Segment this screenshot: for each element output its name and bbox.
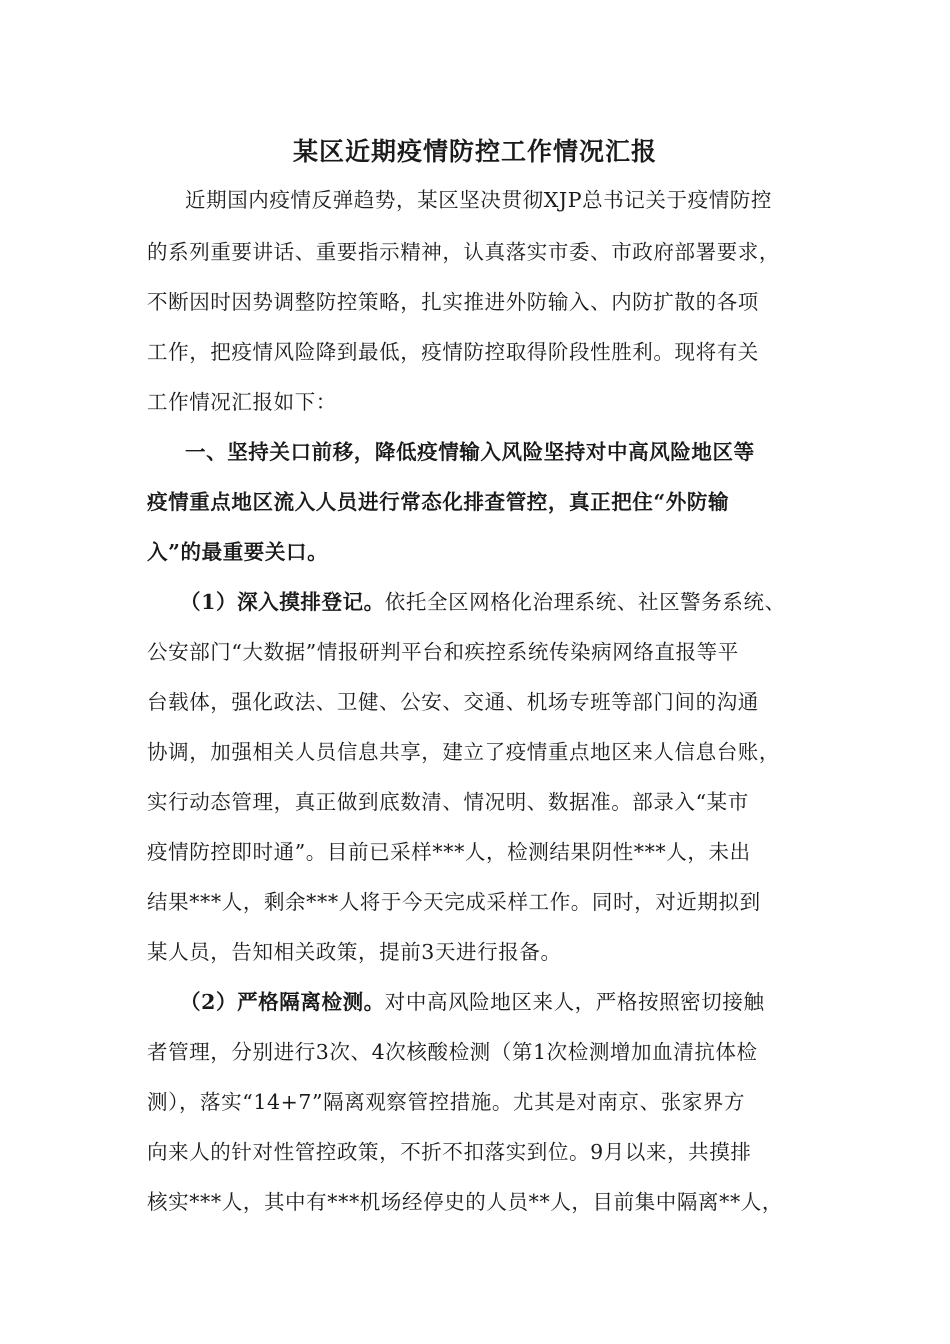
paragraph-line: 的系列重要讲话、重要指示精神，认真落实市委、市政府部署要求， <box>147 240 780 264</box>
subsection-1-first-line <box>180 587 786 617</box>
paragraph-line: 工作情况汇报如下： <box>147 390 337 414</box>
section-heading-line: 入”的最重要关口。 <box>147 540 329 564</box>
paragraph-line: 实行动态管理，真正做到底数清、情况明、数据准。部录入“某市 <box>147 790 749 814</box>
paragraph-line: 某人员，告知相关政策，提前3天进行报备。 <box>147 940 562 964</box>
paragraph-text: 依托全区网格化治理系统、社区警务系统、 <box>384 590 786 614</box>
paragraph-line: 工作，把疫情风险降到最低，疫情防控取得阶段性胜利。现将有关 <box>147 340 759 364</box>
paragraph-line: 不断因时因势调整防控策略，扎实推进外防输入、内防扩散的各项 <box>147 290 759 314</box>
subsection-1-heading: （1）深入摸排登记。 <box>180 590 385 614</box>
paragraph-line: 公安部门“大数据”情报研判平台和疾控系统传染病网络直报等平 <box>147 640 739 664</box>
paragraph-line: 者管理，分别进行3次、4次核酸检测（第1次检测增加血清抗体检 <box>147 1040 758 1064</box>
paragraph-line: 疫情防控即时通”。目前已采样***人，检测结果阴性***人，未出 <box>147 840 751 864</box>
paragraph-line: 向来人的针对性管控政策，不折不扣落实到位。9月以来，共摸排 <box>147 1140 752 1164</box>
section-heading-line: 疫情重点地区流入人员进行常态化排查管控，真正把住“外防输 <box>147 490 730 514</box>
paragraph-line: 核实***人，其中有***机场经停史的人员**人，目前集中隔离**人， <box>147 1190 783 1214</box>
paragraph-line: 台载体，强化政法、卫健、公安、交通、机场专班等部门间的沟通 <box>147 690 759 714</box>
page-title: 某区近期疫情防控工作情况汇报 <box>292 137 657 166</box>
paragraph-line: 协调，加强相关人员信息共享，建立了疫情重点地区来人信息台账， <box>147 740 780 764</box>
subsection-2-heading: （2）严格隔离检测。 <box>180 990 385 1014</box>
section-heading-line: 一、坚持关口前移，降低疫情输入风险坚持对中高风险地区等 <box>185 440 755 464</box>
subsection-2-first-line <box>180 987 765 1017</box>
paragraph-line: 结果***人，剩余***人将于今天完成采样工作。同时，对近期拟到 <box>147 890 761 914</box>
paragraph-text: 对中高风险地区来人，严格按照密切接触 <box>384 990 765 1014</box>
paragraph-line: 测），落实“14+7”隔离观察管控措施。尤其是对南京、张家界方 <box>147 1090 746 1114</box>
paragraph-line: 近期国内疫情反弹趋势，某区坚决贯彻XJP总书记关于疫情防控 <box>185 188 773 212</box>
